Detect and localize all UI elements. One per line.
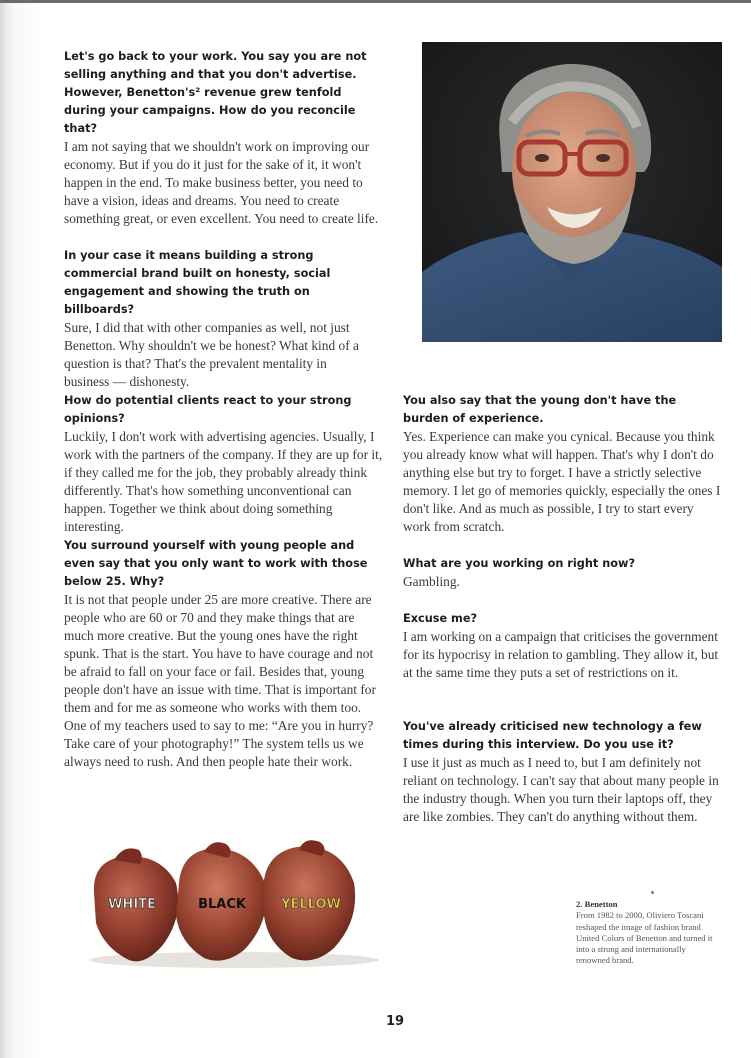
caption-title: 2. Benetton (576, 899, 618, 909)
answer-text: I am not saying that we shouldn't work on improving our economy. But if you do it just for the sake of it, it won't happen in the end. To make business better, you need to have a vision, ideas and dreams. You need to create something great, or even excellent. You need to create life. (64, 139, 379, 226)
question-text: Excuse me? (403, 612, 478, 625)
question-text: You surround yourself with young people and even say that you only want to work with those below 25. Why? (64, 539, 368, 588)
question-text: You've already criticised new technology a few times during this interview. Do you use it? (403, 720, 702, 751)
portrait-illustration (422, 42, 722, 342)
footnote-caption (576, 899, 716, 967)
hearts-illustration (84, 838, 384, 968)
answer-text: It is not that people under 25 are more creative. There are people who are 60 or 70 and they make things that are much more creative. But the young ones have the right spunk. That is the start. You have to have courage and not be afraid to fall on your face or fail. Besides that, young people don't have an issue with time. That is important for them and for me as someone who works with them too. One of my teachers used to say to me: “Are you in hurry? Take care of your photography!” The system tells us we always need to rush. And then people hate their work. (64, 592, 376, 769)
caption-body: From 1982 to 2000, Oliviero Toscani reshaped the image of fashion brand United Colors of Benetton and turned it into a strong and internationally renowned brand. (576, 910, 713, 966)
heart-label: YELLOW (281, 897, 341, 912)
portrait-photo (422, 42, 722, 342)
answer-text: Luckily, I don't work with advertising agencies. Usually, I work with the partners of the company. If they are up for it, if they called me for the job, they probably already think differently. That's how something unconventional can happen. Together we think about doing something interesting. (64, 429, 383, 534)
heart-label: WHITE (108, 897, 156, 912)
interview-block-4 (64, 537, 384, 771)
question-text: Let's go back to your work. You say you are not selling anything and that you don't advertise. However, Benetton's² revenue grew tenfold during your campaigns. How do you reconcile that? (64, 50, 367, 135)
interview-block-2 (64, 247, 374, 391)
answer-text: Yes. Experience can make you cynical. Because you think you already know what will happen. That's why I don't do anything else but try to forget. I have a strictly selective memory. I let go of memories quickly, especially the ones I don't like. And as much as possible, I try to start every work from scratch. (403, 429, 721, 534)
interview-block-7 (403, 610, 719, 682)
answer-text: Gambling. (403, 574, 460, 589)
hearts-image (84, 838, 384, 968)
question-text: You also say that the young don't have the burden of experience. (403, 394, 677, 425)
interview-block-3 (64, 392, 386, 536)
interview-block-1 (64, 48, 382, 228)
question-text: What are you working on right now? (403, 557, 635, 570)
interview-block-8 (403, 718, 723, 826)
question-text: How do potential clients react to your strong opinions? (64, 394, 352, 425)
heart-label: BLACK (198, 897, 246, 912)
interview-block-6 (403, 555, 723, 591)
answer-text: I use it just as much as I need to, but I am definitely not reliant on technology. I can't say that about many people in the industry though. When you turn their laptops off, they are like zombies. They can't do anything without them. (403, 755, 719, 824)
answer-text: I am working on a campaign that criticises the government for its hypocrisy in relation to gambling. They allow it, but at the same time they puts a set of restrictions on it. (403, 629, 719, 680)
answer-text: Sure, I did that with other companies as well, not just Benetton. Why shouldn't we be honest? What kind of a question is that? That's the prevalent mentality in business — dishonesty. (64, 320, 359, 389)
page-number: 19 (385, 1014, 405, 1029)
question-text: In your case it means building a strong commercial brand built on honesty, social engagement and showing the truth on billboards? (64, 249, 331, 316)
speck (651, 891, 654, 894)
top-rule (0, 0, 751, 3)
interview-block-5 (403, 392, 723, 536)
